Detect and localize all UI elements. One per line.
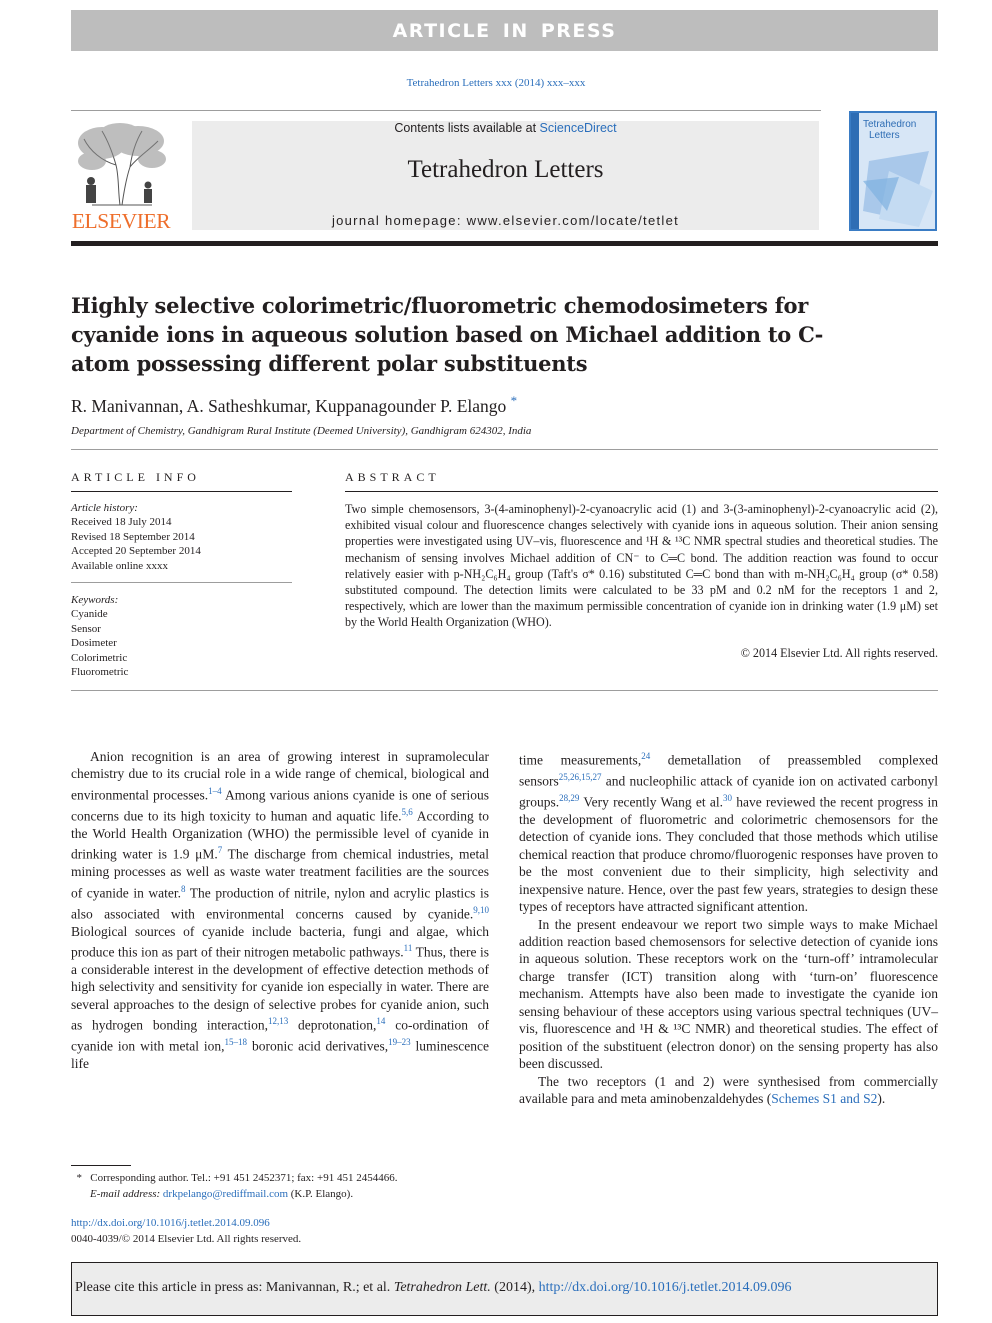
article-info-rule	[71, 491, 292, 492]
reference-link[interactable]: 19–23	[388, 1037, 411, 1048]
text: Among various anions cyanide is one of serious concerns due to its high toxicity to human and aquatic life.	[71, 787, 489, 824]
journal-homepage	[192, 213, 819, 228]
intro-paragraph-3	[519, 1073, 938, 1108]
abstract-bottom-rule	[71, 690, 938, 691]
header-thick-rule	[71, 241, 938, 246]
cite-journal: Tetrahedron Lett.	[393, 1280, 491, 1295]
affiliation: Department of Chemistry, Gandhigram Rural Institute (Deemed University), Gandhigram 624302, India	[71, 425, 532, 437]
journal-cover-image[interactable]	[849, 111, 937, 231]
reference-link[interactable]: 11	[403, 943, 413, 954]
reference-link[interactable]: 30	[722, 792, 732, 803]
contents-line	[192, 121, 819, 135]
email-label: E-mail address:	[90, 1188, 161, 1200]
doi-block	[71, 1216, 301, 1247]
reference-link[interactable]: 15–18	[224, 1037, 248, 1048]
text: Anion recognition is an area of growing interest in supramolecular chemistry due to its crucial role in a wide range of chemical, biological and environmental processes.	[71, 749, 489, 803]
body-column-right	[519, 748, 938, 1108]
footnote-contact: Corresponding author. Tel.: +91 451 2452371; fax: +91 451 2454466.	[90, 1172, 398, 1184]
email-suffix: (K.P. Elango).	[288, 1188, 354, 1200]
doi-link[interactable]: http://dx.doi.org/10.1016/j.tetlet.2014.09.096	[71, 1217, 270, 1229]
journal-citation-link[interactable]: Tetrahedron Letters xxx (2014) xxx–xxx	[406, 77, 586, 89]
abstract-copyright: © 2014 Elsevier Ltd. All rights reserved.	[740, 646, 938, 660]
authors-text: R. Manivannan, A. Satheshkumar, Kuppanagounder P. Elango	[71, 395, 507, 416]
cite-doi-link[interactable]: http://dx.doi.org/10.1016/j.tetlet.2014.09.096	[538, 1280, 792, 1295]
article-history	[71, 501, 292, 573]
text: demetallation of preassembled complexed sensors	[519, 752, 939, 789]
article-in-press-banner: ARTICLE IN PRESS	[71, 10, 938, 51]
keyword: Colorimetric	[71, 651, 128, 664]
schemes-link[interactable]: Schemes S1 and S2	[771, 1091, 878, 1107]
homepage-prefix: journal homepage:	[331, 213, 467, 228]
reference-link[interactable]: 7	[217, 845, 223, 856]
affiliation-rule	[71, 449, 938, 450]
reference-link[interactable]: 9,10	[473, 904, 489, 915]
text: The two receptors (1 and 2) were synthesised from commercially available para and meta aminobenzaldehydes (	[519, 1073, 938, 1107]
text: Very recently Wang et al.	[579, 794, 723, 810]
history-received: Received 18 July 2014	[71, 516, 172, 529]
reference-link[interactable]: 14	[376, 1016, 386, 1027]
cite-year: (2014),	[490, 1280, 539, 1295]
text: time measurements,	[519, 752, 642, 768]
text: The production of nitrile, nylon and acrylic plastics is also associated with environmental concerns caused by cyanide.	[71, 885, 489, 922]
corresponding-author-mark[interactable]: *	[510, 393, 518, 408]
text: co-ordination of cyanide ion with metal ion,	[71, 1017, 489, 1054]
text: ).	[877, 1091, 886, 1107]
corresponding-author-footnote	[71, 1170, 501, 1202]
history-label: Article history:	[71, 502, 138, 514]
intro-paragraph-2: In the present endeavour we report two simple ways to make Michael addition reaction based chemosensors for selective detection of cyanide ions in aqueous solution. These receptors work on the ‘turn-off’ intramolecular charge transfer (ICT) transition along with ‘turn-on’ fluorescence mechanism. Attempts have also been made to investigate the cyanide ion sensing behaviour of these acceptors using various spectral techniques (UV–vis, fluorescence and ¹H & ¹³C NMR) and theoretical studies. The effect of position of the substituent (electron donor) on the sensing property has also been discussed.	[519, 916, 938, 1072]
body-column-left	[71, 748, 489, 1073]
intro-paragraph-1-continued	[519, 748, 938, 916]
text: Biological sources of cyanide include bacteria, fungi and algae, which produce this ion as part of their nitrogen metabolic pathways.	[71, 923, 489, 960]
reference-link[interactable]: 1–4	[208, 785, 222, 796]
keyword: Sensor	[71, 622, 101, 635]
history-accepted: Accepted 20 September 2014	[71, 545, 201, 558]
history-revised: Revised 18 September 2014	[71, 530, 195, 543]
sciencedirect-link[interactable]: ScienceDirect	[539, 121, 617, 135]
text: boronic acid derivatives,	[247, 1038, 389, 1054]
text: Thus, there is a considerable interest in the development of effective detection methods of high selectivity and sensitivity for cyanide ion especially in water. There are several approaches to the design of selective probes for cyanide anion, such as hydrogen bonding interaction,	[71, 944, 489, 1033]
text: luminescence life	[71, 1038, 490, 1072]
keywords-rule	[71, 582, 292, 583]
text: The discharge from chemical industries, metal mining processes as well as waste water treatment facilities are the sources of cyanide in water.	[71, 846, 489, 901]
history-online: Available online xxxx	[71, 559, 168, 572]
text: have reviewed the recent progress in the development of fluorometric and colorimetric chemosensors for the detection of cyanide ions. They concluded that those methods which utilise chemical reaction that produce chromo/fluorogenic responses have proven to be the most convenient due to their simplicity, high selectivity and inexpensive nature. Hence, over the past few years, strategies to design these types of receptors have attracted significant attention.	[519, 794, 938, 915]
footnote-rule	[71, 1165, 131, 1166]
reference-link[interactable]: 25,26,15,27	[558, 771, 602, 782]
footnote-line-1	[71, 1170, 501, 1186]
reference-link[interactable]: 8	[180, 883, 186, 894]
text: deprotonation,	[288, 1017, 377, 1033]
article-info-heading: ARTICLE INFO	[71, 470, 200, 484]
reference-link[interactable]: 12,13	[268, 1016, 289, 1027]
text: and nucleophilic attack of cyanide ion on activated carbonyl groups.	[519, 773, 938, 810]
cover-title-line-1: Tetrahedron	[863, 119, 917, 130]
abstract-rule	[345, 491, 938, 492]
issn-line: 0040-4039/© 2014 Elsevier Ltd. All rights reserved.	[71, 1232, 302, 1245]
cover-title-line-2: Letters	[869, 130, 900, 141]
cite-this-article-text	[75, 1280, 792, 1296]
article-title: Highly selective colorimetric/fluorometric chemodosimeters for cyanide ions in aqueous solution based on Michael addition to C-atom possessing different polar substituents	[71, 293, 824, 376]
email-link[interactable]: drkpelango@rediffmail.com	[162, 1188, 289, 1200]
author-list	[71, 393, 517, 417]
keywords-label: Keywords:	[71, 594, 119, 606]
contents-prefix: Contents lists available at	[394, 121, 540, 135]
reference-link[interactable]: 5,6	[401, 806, 413, 817]
keyword: Fluorometric	[71, 666, 129, 679]
keywords	[71, 593, 292, 679]
header-top-rule	[71, 110, 821, 111]
intro-paragraph-1	[71, 748, 489, 1073]
footnote-mark: *	[76, 1172, 82, 1184]
text: According to the World Health Organization (WHO) the permissible level of cyanide in drinking water is 1.9 μM.	[71, 808, 489, 862]
cite-prefix: Please cite this article in press as: Manivannan, R.; et al.	[75, 1280, 394, 1295]
keyword: Cyanide	[71, 608, 108, 621]
keyword: Dosimeter	[71, 637, 117, 650]
abstract-text: Two simple chemosensors, 3-(4-aminophenyl)-2-cyanoacrylic acid (1) and 3-(3-aminophenyl)-2-cyanoacrylic acid (2), exhibited visual colour and fluorescence changes selectively with cyanide ions in aqueous solution. Their anion sensing properties were investigated using UV–vis, fluorescence and ¹H & ¹³C NMR spectral studies and theoretical studies. The mechanism of sensing involves Michael addition of CN⁻ to C═C bond. The addition reaction was found to occur relatively easier with p-NH₂C₆H₄ group (Taft's σ* 0.16) substituted C═C bond than with m-NH₂C₆H₄ group (σ* 0.58) substituted compound. The detection limits were calculated to be 33 pM and 0.2 nM for the receptors 1 and 2, respectively, which are lower than the maximum permissible concentration of cyanide ion in drinking water (1.9 μM) set by the World Health Organization (WHO).	[345, 502, 938, 630]
reference-link[interactable]: 24	[641, 751, 651, 761]
abstract-heading: ABSTRACT	[345, 470, 440, 484]
elsevier-wordmark: ELSEVIER	[71, 209, 171, 233]
homepage-url[interactable]: www.elsevier.com/locate/tetlet	[466, 213, 680, 228]
footnote-line-2	[71, 1186, 501, 1202]
journal-name: Tetrahedron Letters	[407, 156, 604, 183]
reference-link[interactable]: 28,29	[559, 792, 580, 803]
